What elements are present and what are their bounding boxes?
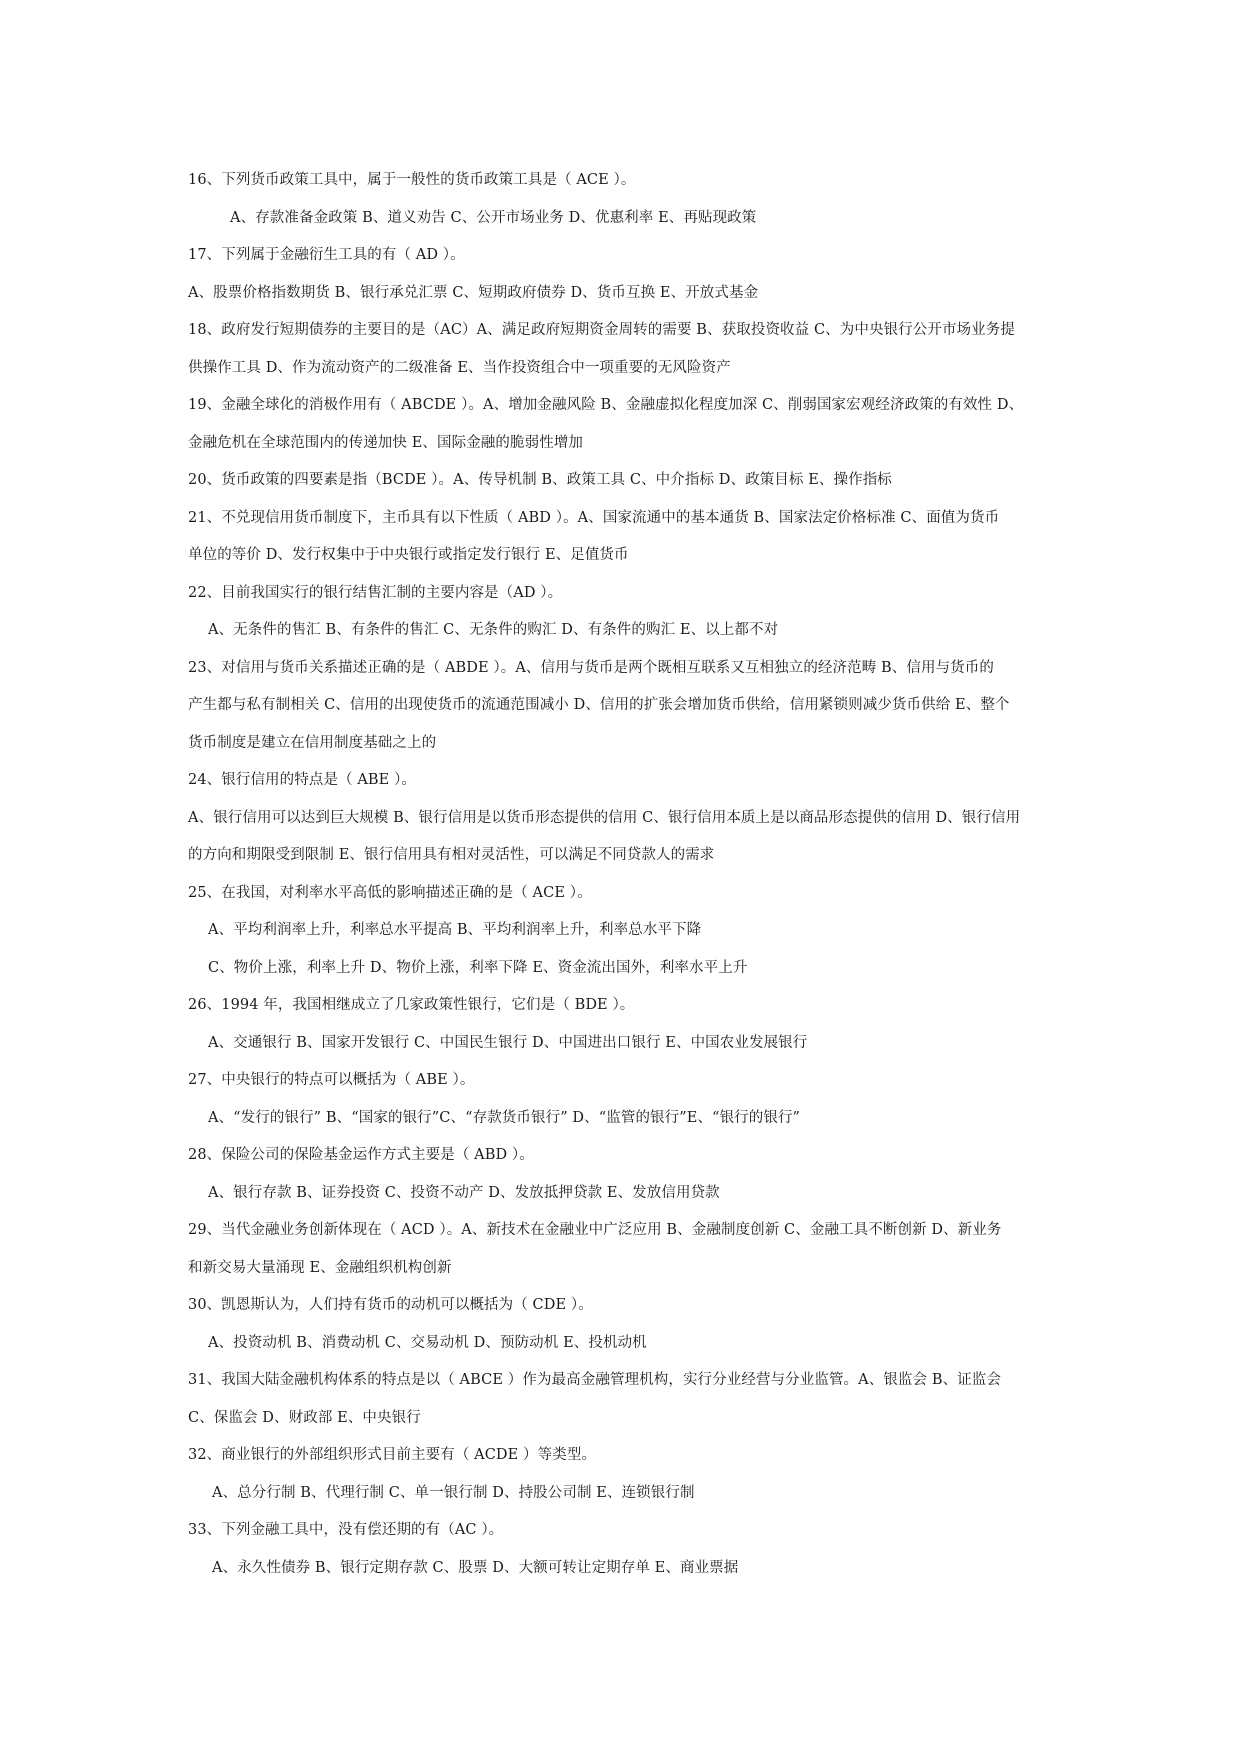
text-line: 16、下列货币政策工具中，属于一般性的货币政策工具是（ ACE ）。 (188, 172, 636, 188)
text-line: 26、1994 年，我国相继成立了几家政策性银行，它们是（ BDE ）。 (188, 997, 635, 1013)
text-line: A、无条件的售汇 B、有条件的售汇 C、无条件的购汇 D、有条件的购汇 E、以上都不对 (208, 622, 779, 638)
text-line: 32、商业银行的外部组织形式目前主要有（ ACDE ）等类型。 (188, 1447, 597, 1463)
text-line: 21、不兑现信用货币制度下，主币具有以下性质（ ABD ）。A、国家流通中的基本通货 B、国家法定价格标准 C、面值为货币 (188, 509, 1000, 526)
text-line: 25、在我国，对利率水平高低的影响描述正确的是（ ACE ）。 (188, 884, 592, 901)
text-line: C、保监会 D、财政部 E、中央银行 (188, 1409, 421, 1426)
text-line: A、平均利润率上升，利率总水平提高 B、平均利润率上升，利率总水平下降 (208, 922, 702, 938)
document-page (188, 162, 1068, 1587)
text-line: A、银行信用可以达到巨大规模 B、银行信用是以货币形态提供的信用 C、银行信用本质上是以商品形态提供的信用 D、银行信用 (188, 809, 1021, 826)
text-line: A、总分行制 B、代理行制 C、单一银行制 D、持股公司制 E、连锁银行制 (212, 1484, 695, 1501)
text-line: 30、凯恩斯认为，人们持有货币的动机可以概括为（ CDE ）。 (188, 1297, 593, 1313)
text-line: 28、保险公司的保险基金运作方式主要是（ ABD ）。 (188, 1147, 534, 1163)
text-line: A、银行存款 B、证券投资 C、投资不动产 D、发放抵押贷款 E、发放信用贷款 (208, 1184, 720, 1201)
text-line: A、投资动机 B、消费动机 C、交易动机 D、预防动机 E、投机动机 (208, 1334, 647, 1351)
text-line: 31、我国大陆金融机构体系的特点是以（ ABCE ）作为最高金融管理机构，实行分业经营与分业监管。A、银监会 B、证监会 (188, 1372, 1001, 1388)
text-line: 23、对信用与货币关系描述正确的是（ ABDE ）。A、信用与货币是两个既相互联系又互相独立的经济范畴 B、信用与货币的 (188, 659, 994, 676)
text-line: 19、金融全球化的消极作用有（ ABCDE ）。A、增加金融风险 B、金融虚拟化程度加深 C、削弱国家宏观经济政策的有效性 D、 (188, 397, 1024, 413)
text-line: A、交通银行 B、国家开发银行 C、中国民生银行 D、中国进出口银行 E、中国农业发展银行 (208, 1034, 808, 1051)
text-line: 和新交易大量涌现 E、金融组织机构创新 (188, 1259, 452, 1276)
text-line: 货币制度是建立在信用制度基础之上的 (188, 734, 437, 751)
text-line: 的方向和期限受到限制 E、银行信用具有相对灵活性，可以满足不同贷款人的需求 (188, 847, 715, 863)
text-line: 产生都与私有制相关 C、信用的出现使货币的流通范围减小 D、信用的扩张会增加货币供给，信用紧锁则减少货币供给 E、整个 (188, 697, 1010, 713)
text-line: A、股票价格指数期货 B、银行承兑汇票 C、短期政府债券 D、货币互换 E、开放式基金 (188, 284, 759, 301)
text-line: 20、货币政策的四要素是指（BCDE ）。A、传导机制 B、政策工具 C、中介指标 D、政策目标 E、操作指标 (188, 472, 892, 488)
text-line: 18、政府发行短期债券的主要目的是（AC）A、满足政府短期资金周转的需要 B、获取投资收益 C、为中央银行公开市场业务提 (188, 322, 1015, 338)
text-line: A、“发行的银行” B、“国家的银行”C、“存款货币银行” D、“监管的银行”E、“银行的银行” (208, 1109, 801, 1126)
text-line: A、永久性债券 B、银行定期存款 C、股票 D、大额可转让定期存单 E、商业票据 (212, 1559, 739, 1576)
text-line: 供操作工具 D、作为流动资产的二级准备 E、当作投资组合中一项重要的无风险资产 (188, 359, 731, 376)
text-line: 24、银行信用的特点是（ ABE ）。 (188, 772, 417, 788)
text-line: 金融危机在全球范围内的传递加快 E、国际金融的脆弱性增加 (188, 434, 583, 451)
text-line: 17、下列属于金融衍生工具的有（ AD ）。 (188, 247, 465, 263)
text-line: 33、下列金融工具中，没有偿还期的有（AC ）。 (188, 1522, 504, 1538)
text-line: A、存款准备金政策 B、道义劝告 C、公开市场业务 D、优惠利率 E、再贴现政策 (230, 209, 757, 226)
text-line: 29、当代金融业务创新体现在（ ACD ）。A、新技术在金融业中广泛应用 B、金融制度创新 C、金融工具不断创新 D、新业务 (188, 1222, 1002, 1238)
text-line: 27、中央银行的特点可以概括为（ ABE ）。 (188, 1072, 475, 1088)
text-line: 22、目前我国实行的银行结售汇制的主要内容是（AD ）。 (188, 584, 563, 601)
text-line: 单位的等价 D、发行权集中于中央银行或指定发行银行 E、足值货币 (188, 547, 629, 563)
text-line: C、物价上涨，利率上升 D、物价上涨，利率下降 E、资金流出国外，利率水平上升 (208, 959, 748, 976)
